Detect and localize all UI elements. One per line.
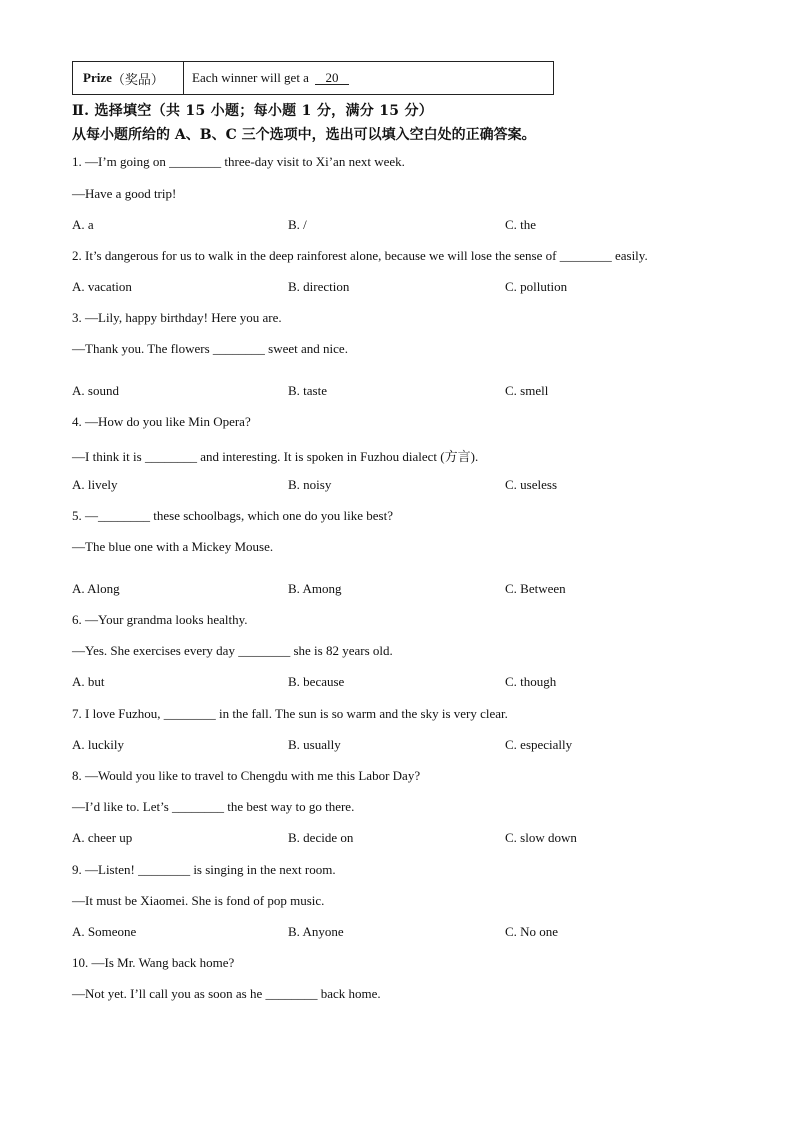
question-7-option-c: C. especially — [505, 737, 573, 752]
question-1-line-2: —Have a good trip! — [72, 186, 177, 201]
question-4-option-a: A. lively — [72, 477, 118, 492]
question-9-line-2: —It must be Xiaomei. She is fond of pop music. — [72, 893, 325, 908]
prize-text: Each winner will get a — [192, 70, 309, 85]
question-1-line-1: 1. —I’m going on ________ three-day visit to Xi’an next week. — [72, 154, 405, 169]
question-8-options — [72, 830, 732, 848]
question-1-option-b: B. / — [288, 217, 307, 232]
question-1-option-a: A. a — [72, 217, 94, 232]
question-2-option-b: B. direction — [288, 279, 350, 294]
question-6-line-1: 6. —Your grandma looks healthy. — [72, 612, 248, 627]
prize-blank-answer: 20 — [315, 71, 349, 85]
question-7-option-b: B. usually — [288, 737, 341, 752]
question-4-option-c: C. useless — [505, 477, 557, 492]
question-4-line-2: —I think it is ________ and interesting. It is spoken in Fuzhou dialect (方言). — [72, 449, 479, 464]
section-instruction: 从每小题所给的 A、B、C 三个选项中，选出可以填入空白处的正确答案。 — [72, 127, 536, 143]
prize-label-cell — [73, 62, 184, 94]
question-10-line-1: 10. —Is Mr. Wang back home? — [72, 955, 235, 970]
question-5-line-2: —The blue one with a Mickey Mouse. — [72, 539, 274, 554]
question-3-option-b: B. taste — [288, 383, 327, 398]
question-8-option-a: A. cheer up — [72, 830, 133, 845]
question-3-option-c: C. smell — [505, 383, 549, 398]
question-9-option-c: C. No one — [505, 924, 559, 939]
question-6-option-c: C. though — [505, 674, 557, 689]
question-3-options — [72, 383, 732, 401]
question-5-line-1: 5. —________ these schoolbags, which one do you like best? — [72, 508, 393, 523]
question-4-option-b: B. noisy — [288, 477, 332, 492]
question-5-options — [72, 581, 732, 599]
question-9-option-a: A. Someone — [72, 924, 137, 939]
question-6-line-2: —Yes. She exercises every day ________ she is 82 years old. — [72, 643, 393, 658]
question-3-option-a: A. sound — [72, 383, 119, 398]
question-1-option-c: C. the — [505, 217, 537, 232]
question-10-line-2: —Not yet. I’ll call you as soon as he ________ back home. — [72, 986, 381, 1001]
question-7-options — [72, 737, 732, 755]
question-9-option-b: B. Anyone — [288, 924, 344, 939]
question-9-line-1: 9. —Listen! ________ is singing in the next room. — [72, 862, 336, 877]
question-7-option-a: A. luckily — [72, 737, 124, 752]
question-8-line-1: 8. —Would you like to travel to Chengdu with me this Labor Day? — [72, 768, 421, 783]
question-6-options — [72, 674, 732, 692]
question-2-line-1: 2. It’s dangerous for us to walk in the deep rainforest alone, because we will lose the sense of ________ easily. — [72, 248, 648, 263]
question-8-option-c: C. slow down — [505, 830, 577, 845]
question-4-line-1: 4. —How do you like Min Opera? — [72, 414, 251, 429]
question-6-option-b: B. because — [288, 674, 345, 689]
section-title: Ⅱ. 选择填空（共 15 小题；每小题 1 分，满分 15 分） — [72, 103, 434, 119]
prize-value-cell — [184, 62, 553, 94]
question-4-options — [72, 477, 732, 495]
question-9-options — [72, 924, 732, 942]
question-7-line-1: 7. I love Fuzhou, ________ in the fall. The sun is so warm and the sky is very clear. — [72, 706, 508, 721]
prize-label-cn: （奖品） — [111, 71, 164, 87]
question-8-line-2: —I’d like to. Let’s ________ the best way to go there. — [72, 799, 355, 814]
question-5-option-a: A. Along — [72, 581, 120, 596]
question-2-options — [72, 279, 732, 297]
question-2-option-c: C. pollution — [505, 279, 568, 294]
question-2-option-a: A. vacation — [72, 279, 132, 294]
question-3-line-2: —Thank you. The flowers ________ sweet and nice. — [72, 341, 348, 356]
question-1-options — [72, 217, 732, 235]
question-5-option-c: C. Between — [505, 581, 566, 596]
question-6-option-a: A. but — [72, 674, 105, 689]
prize-table — [72, 61, 554, 95]
question-8-option-b: B. decide on — [288, 830, 354, 845]
question-5-option-b: B. Among — [288, 581, 342, 596]
question-3-line-1: 3. —Lily, happy birthday! Here you are. — [72, 310, 282, 325]
prize-label: Prize — [83, 70, 112, 85]
